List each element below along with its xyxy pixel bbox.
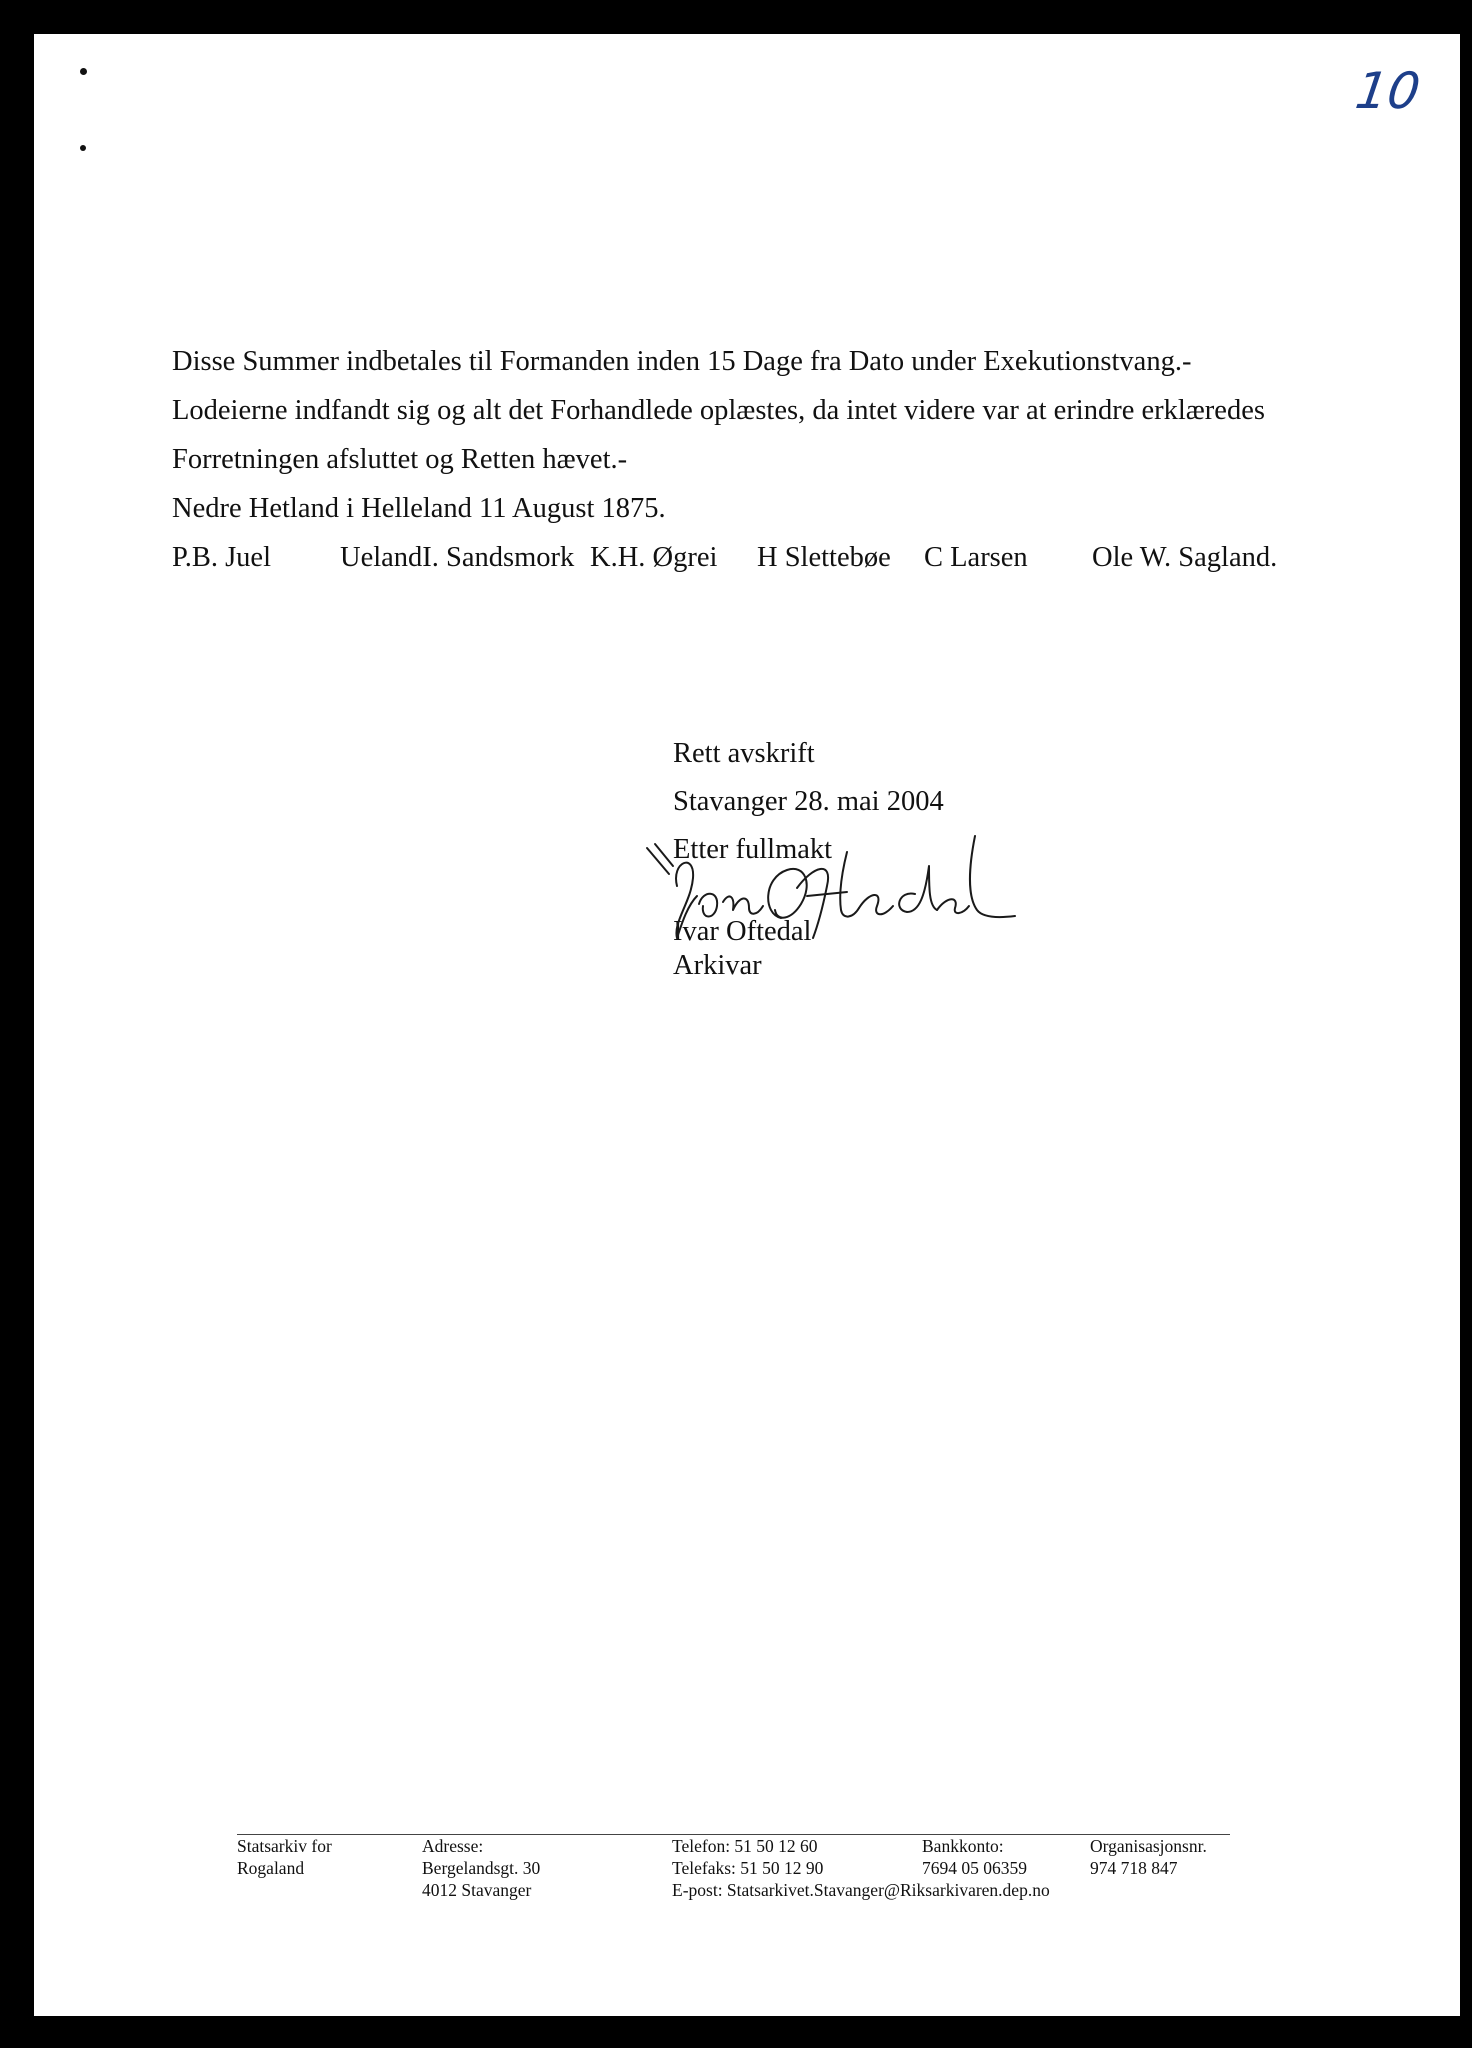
footer-line: 7694 05 06359 xyxy=(922,1858,1027,1878)
footer-institution xyxy=(237,1835,332,1879)
footer-bank xyxy=(922,1835,1027,1879)
footer-line: Bergelandsgt. 30 xyxy=(422,1858,541,1878)
footer-email: E-post: Statsarkivet.Stavanger@Riksarkivaren.dep.no xyxy=(672,1880,1050,1900)
page-number: 10 xyxy=(1351,62,1424,120)
signatory: P.B. Juel xyxy=(172,542,271,573)
certification-place-date: Stavanger 28. mai 2004 xyxy=(673,786,944,817)
footer-line: Bankkonto: xyxy=(922,1836,1004,1856)
signer-name: Ivar Oftedal xyxy=(673,916,812,947)
punch-hole-mark xyxy=(80,68,87,75)
certification-title: Rett avskrift xyxy=(673,738,815,769)
signatory: UelandI. Sandsmork xyxy=(340,542,575,573)
punch-hole-mark xyxy=(80,145,86,151)
footer-line: Statsarkiv for xyxy=(237,1836,332,1856)
footer-line: Telefon: 51 50 12 60 xyxy=(672,1836,818,1856)
document-page xyxy=(34,34,1460,2016)
footer-line: Rogaland xyxy=(237,1858,305,1878)
footer-line: 4012 Stavanger xyxy=(422,1880,532,1900)
handwritten-signature xyxy=(637,826,1015,946)
footer-line: Adresse: xyxy=(422,1836,484,1856)
body-line: Lodeierne indfandt sig og alt det Forhandlede oplæstes, da intet videre var at erindre erklæredes xyxy=(172,395,1265,426)
signatory: Ole W. Sagland. xyxy=(1092,542,1278,573)
signatory: C Larsen xyxy=(924,542,1028,573)
body-line: Nedre Hetland i Helleland 11 August 1875. xyxy=(172,493,666,524)
signer-role: Arkivar xyxy=(673,950,762,981)
footer-line: 974 718 847 xyxy=(1090,1858,1178,1878)
footer-line: Telefaks: 51 50 12 90 xyxy=(672,1858,824,1878)
footer-address xyxy=(422,1835,540,1901)
signatory: K.H. Øgrei xyxy=(590,542,718,573)
body-line: Disse Summer indbetales til Formanden inden 15 Dage fra Dato under Exekutionstvang.- xyxy=(172,346,1192,377)
footer-line: Organisasjonsnr. xyxy=(1090,1836,1207,1856)
certification-authority: Etter fullmakt xyxy=(673,834,833,865)
footer-org xyxy=(1090,1835,1207,1879)
body-line: Forretningen afsluttet og Retten hævet.- xyxy=(172,444,628,475)
signatory: H Slettebøe xyxy=(757,542,891,573)
